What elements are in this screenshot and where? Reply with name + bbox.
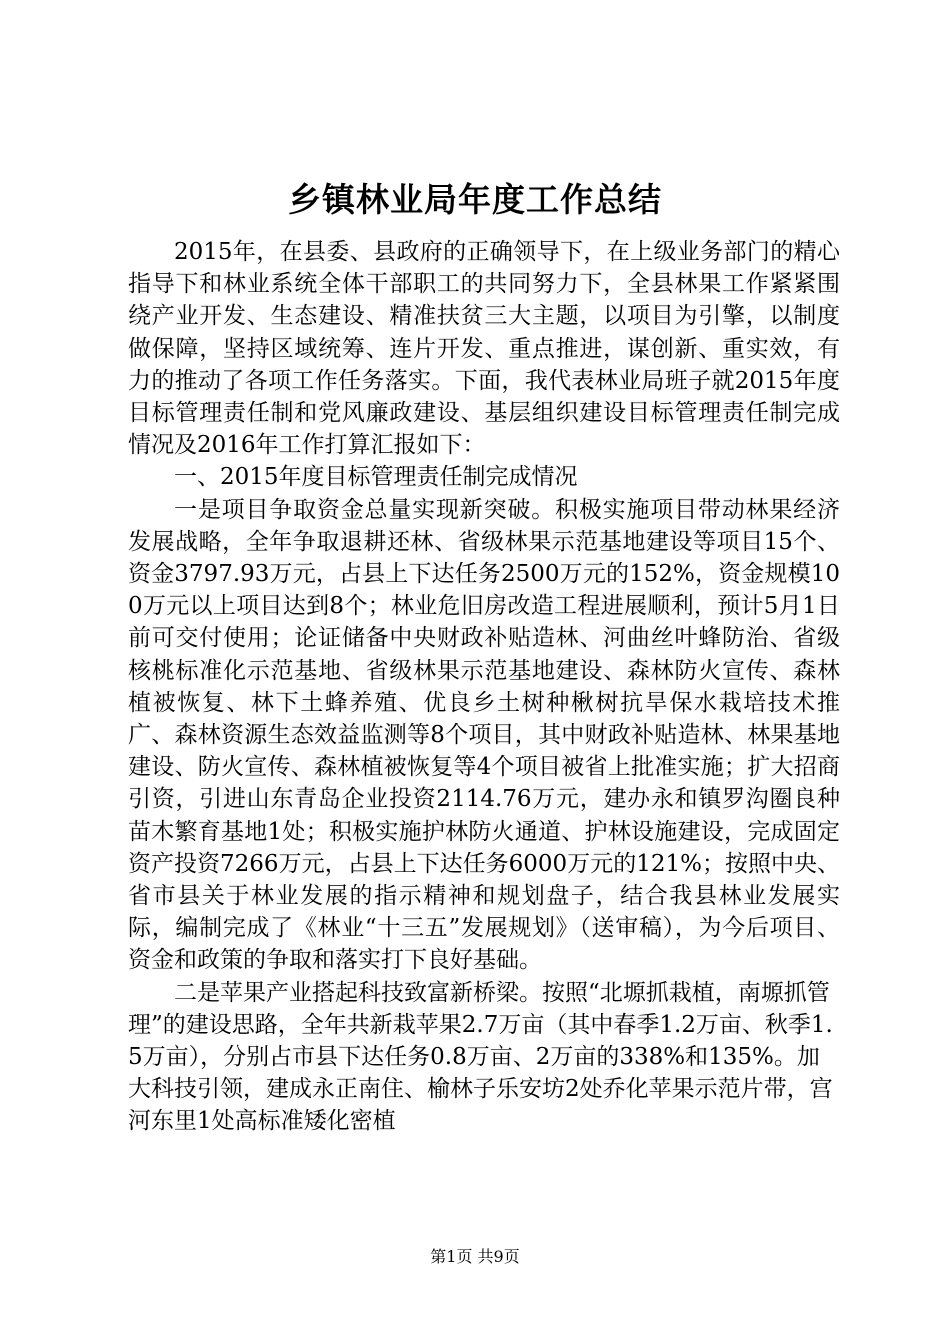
- document-title: 乡镇林业局年度工作总结: [288, 180, 662, 219]
- paragraph-apple-industry: 二是苹果产业搭起科技致富新桥梁。按照“北塬抓栽植，南塬抓管理”的建设思路，全年共新栽苹果2.7万亩（其中春季1.2万亩、秋季1.5万亩），分别占市县下达任务0.8万亩、2万亩的338%和135%。加大科技引领，建成永正南住、榆林子乐安坊2处乔化苹果示范片带，宫河东里1处高标准矮化密植: [128, 979, 833, 1135]
- paragraph-project-funding: 一是项目争取资金总量实现新突破。积极实施项目带动林果经济发展战略，全年争取退耕还林、省级林果示范基地建设等项目15个、资金3797.93万元，占县上下达任务2500万元的152%，资金规模100万元以上项目达到8个；林业危旧房改造工程进展顺利，预计5月1日前可交付使用；论证储备中央财政补贴造林、河曲丝叶蜂防治、省级核桃标准化示范基地、省级林果示范基地建设、森林防火宣传、森林植被恢复、林下土蜂养殖、优良乡土树种楸树抗旱保水栽培技术推广、森林资源生态效益监测等8个项目，其中财政补贴造林、林果基地建设、防火宣传、森林植被恢复等4个项目被省上批准实施；扩大招商引资，引进山东青岛企业投资2114.76万元，建办永和镇罗沟圈良种苗木繁育基地1处；积极实施护林防火通道、护林设施建设，完成固定资产投资7266万元，占县上下达任务6000万元的121%；按照中央、省市县关于林业发展的指示精神和规划盘子，结合我县林业发展实际，编制完成了《林业“十三五”发展规划》（送审稿），为今后项目、资金和政策的争取和落实打下良好基础。: [128, 496, 840, 974]
- document-body: [128, 236, 840, 1138]
- paragraph-intro: 2015年，在县委、县政府的正确领导下，在上级业务部门的精心指导下和林业系统全体干部职工的共同努力下，全县林果工作紧紧围绕产业开发、生态建设、精准扶贫三大主题，以项目为引擎，以制度做保障，坚持区域统筹、连片开发、重点推进，谋创新、重实效，有力的推动了各项工作任务落实。下面，我代表林业局班子就2015年度目标管理责任制和党风廉政建设、基层组织建设目标管理责任制完成情况及2016年工作打算汇报如下：: [128, 239, 840, 459]
- page-footer: 第1页 共9页: [430, 1247, 520, 1266]
- section-heading: 一、2015年度目标管理责任制完成情况: [174, 464, 578, 491]
